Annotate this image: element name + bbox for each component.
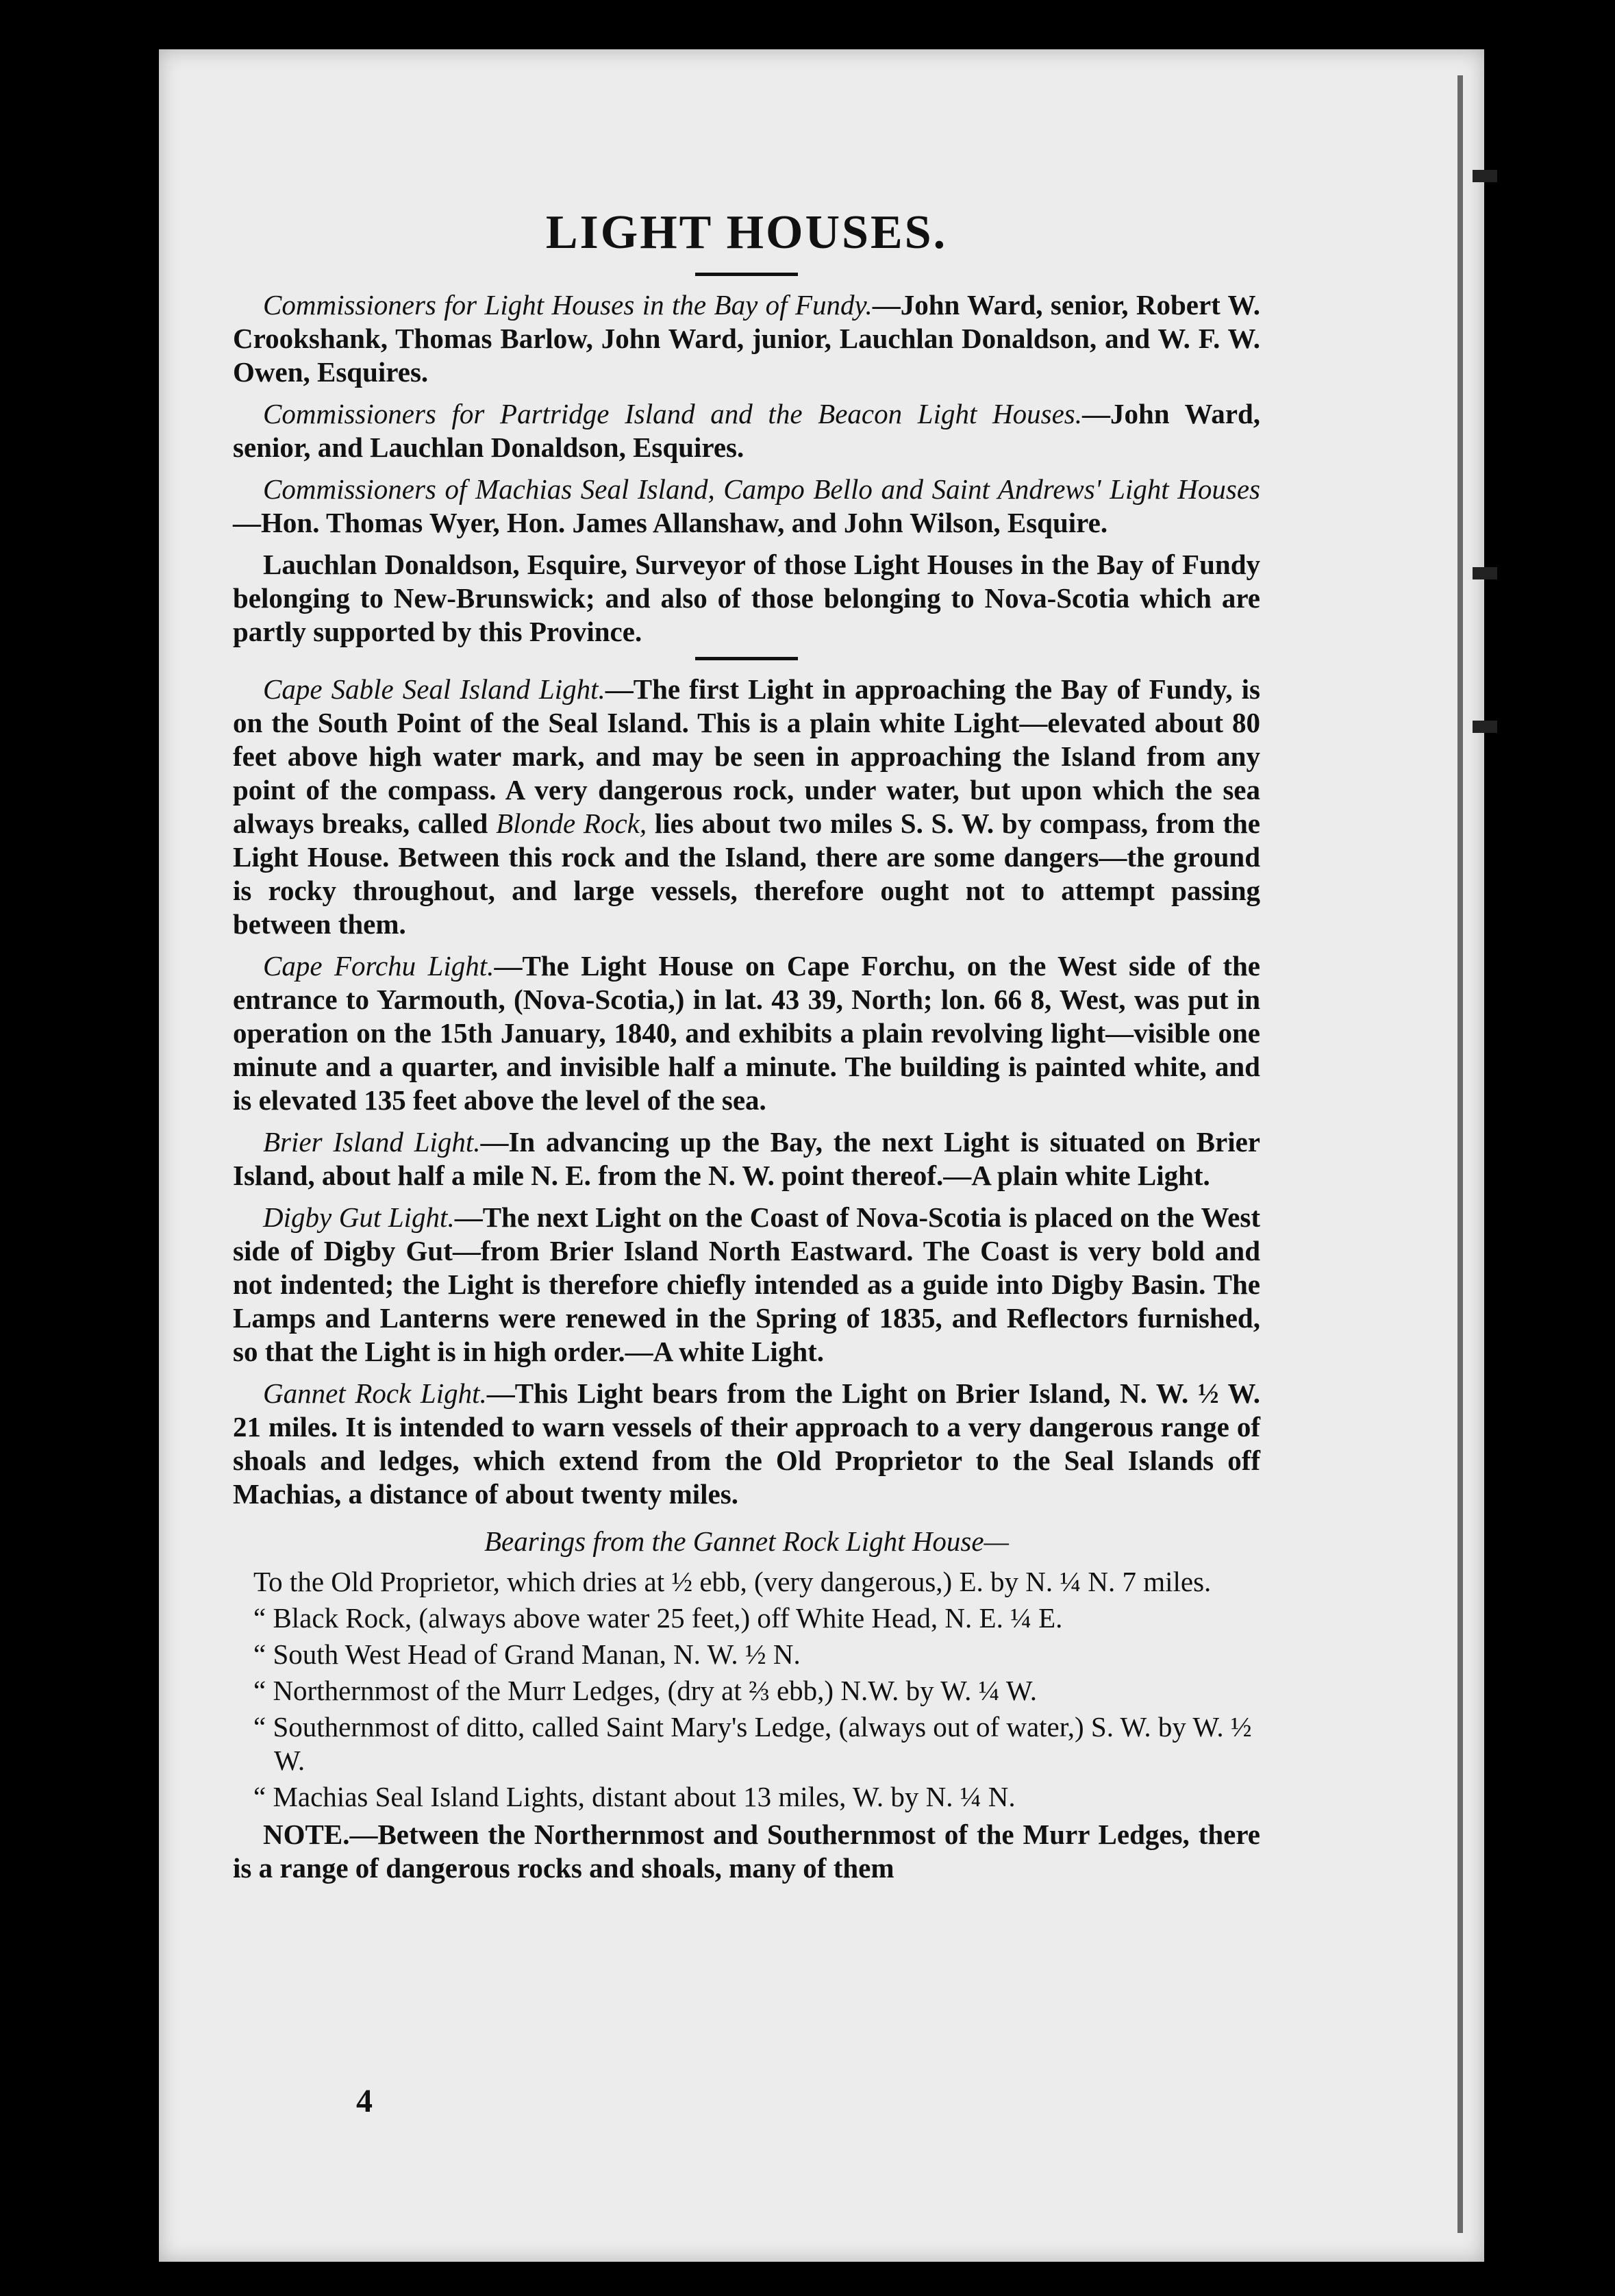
light-entry [233, 673, 1260, 941]
bearing-item: To the Old Proprietor, which dries at ½ ebb, (very dangerous,) E. by N. ¼ N. 7 miles. [253, 1566, 1212, 1597]
commissioners-body: —John Ward, senior, and Lauchlan Donaldson, Esquires. [233, 398, 1260, 463]
light-entry [233, 1125, 1260, 1193]
commissioners-paragraph [233, 473, 1260, 540]
commissioners-paragraph [233, 288, 1260, 389]
commissioners-lede: Commissioners for Partridge Island and the Beacon Light Houses. [263, 398, 1082, 429]
bearings-heading: Bearings from the Gannet Rock Light House— [484, 1525, 1009, 1557]
bearing-item: “ Black Rock, (always above water 25 feet,) off White Head, N. E. ¼ E. [253, 1602, 1063, 1634]
section-rule [695, 657, 798, 660]
light-name: Gannet Rock Light. [263, 1377, 487, 1409]
light-description: —The Light House on Cape Forchu, on the West side of the entrance to Yarmouth, (Nova-Scotia,) in lat. 43 39, North; lon. 66 8, West, was put in operation on the 15th January, 1840, and exhibits a plain revolving light—visible one minute and a quarter, and invisible half a minute. The building is painted white, and is elevated 135 feet above the level of the sea. [233, 950, 1261, 1116]
bearings-list [233, 1565, 1260, 1814]
note-paragraph: NOTE.—Between the Northernmost and Southernmost of the Murr Ledges, there is a range of dangerous rocks and shoals, many of them [233, 1819, 1260, 1884]
page-content [233, 205, 1260, 1893]
page-edge [1457, 75, 1463, 2233]
light-description-tail: lies about two miles S. S. W. by compass, from the Light House. Between this rock and the Island, there are some dangers—the ground is rocky throughout, and large vessels, therefore ought not to attempt passing between them. [233, 808, 1260, 940]
binding-mark [1473, 567, 1497, 579]
light-description: —In advancing up the Bay, the next Light is situated on Brier Island, about half a mile N. E. from the N. W. point thereof.—A plain white Light. [233, 1126, 1260, 1191]
commissioners-body: —John Ward, senior, Robert W. Crookshank, Thomas Barlow, John Ward, junior, Lauchlan Donaldson, and W. F. W. Owen, Esquires. [233, 289, 1261, 388]
commissioners-paragraph [233, 397, 1260, 464]
light-description: —The next Light on the Coast of Nova-Scotia is placed on the West side of Digby Gut—from Brier Island North Eastward. The Coast is very bold and not indented; the Light is therefore chiefly intended as a guide into Digby Basin. The Lamps and Lanterns were renewed in the Spring of 1835, and Reflectors furnished, so that the Light is in high order.—A white Light. [233, 1201, 1260, 1367]
bearing-item: “ Machias Seal Island Lights, distant about 13 miles, W. by N. ¼ N. [253, 1781, 1016, 1812]
bearing-item: “ South West Head of Grand Manan, N. W. ½ N. [253, 1638, 801, 1670]
surveyor-paragraph: Lauchlan Donaldson, Esquire, Surveyor of those Light Houses in the Bay of Fundy belonging to New-Brunswick; and also of those belonging to Nova-Scotia which are partly supported by this Province. [233, 549, 1260, 647]
page-title: LIGHT HOUSES. [545, 206, 948, 259]
light-name: Digby Gut Light. [263, 1201, 455, 1233]
rock-name: Blonde Rock, [496, 808, 647, 839]
binding-mark [1473, 170, 1497, 182]
binding-mark [1473, 721, 1497, 733]
commissioners-lede: Commissioners for Light Houses in the Bay of Fundy. [263, 289, 873, 321]
light-entry [233, 1201, 1260, 1369]
page-number: 4 [356, 2083, 373, 2119]
light-description: —The first Light in approaching the Bay of Fundy, is on the South Point of the Seal Island. This is a plain white Light—elevated about 80 feet above high water mark, and may be seen in approaching the Island from any point of the compass. A very dangerous rock, under water, but upon which the sea always breaks, called [233, 673, 1260, 839]
bearing-item: “ Northernmost of the Murr Ledges, (dry at ⅔ ebb,) N.W. by W. ¼ W. [253, 1675, 1038, 1706]
title-rule [695, 273, 798, 276]
light-description: —This Light bears from the Light on Brier Island, N. W. ½ W. 21 miles. It is intended to warn vessels of their approach to a very dangerous range of shoals and ledges, which extend from the Old Proprietor to the Seal Islands off Machias, a distance of about twenty miles. [233, 1377, 1260, 1510]
light-name: Brier Island Light. [263, 1126, 481, 1158]
commissioners-lede: Commissioners of Machias Seal Island, Campo Bello and Saint Andrews' Light Houses [263, 473, 1260, 505]
light-entry [233, 949, 1260, 1117]
commissioners-body: —Hon. Thomas Wyer, Hon. James Allanshaw, and John Wilson, Esquire. [233, 507, 1108, 538]
light-name: Cape Sable Seal Island Light. [263, 673, 605, 705]
light-name: Cape Forchu Light. [263, 950, 494, 982]
bearing-item: “ Southernmost of ditto, called Saint Mary's Ledge, (always out of water,) S. W. by W. ½ W. [253, 1711, 1252, 1776]
light-entry [233, 1377, 1260, 1511]
